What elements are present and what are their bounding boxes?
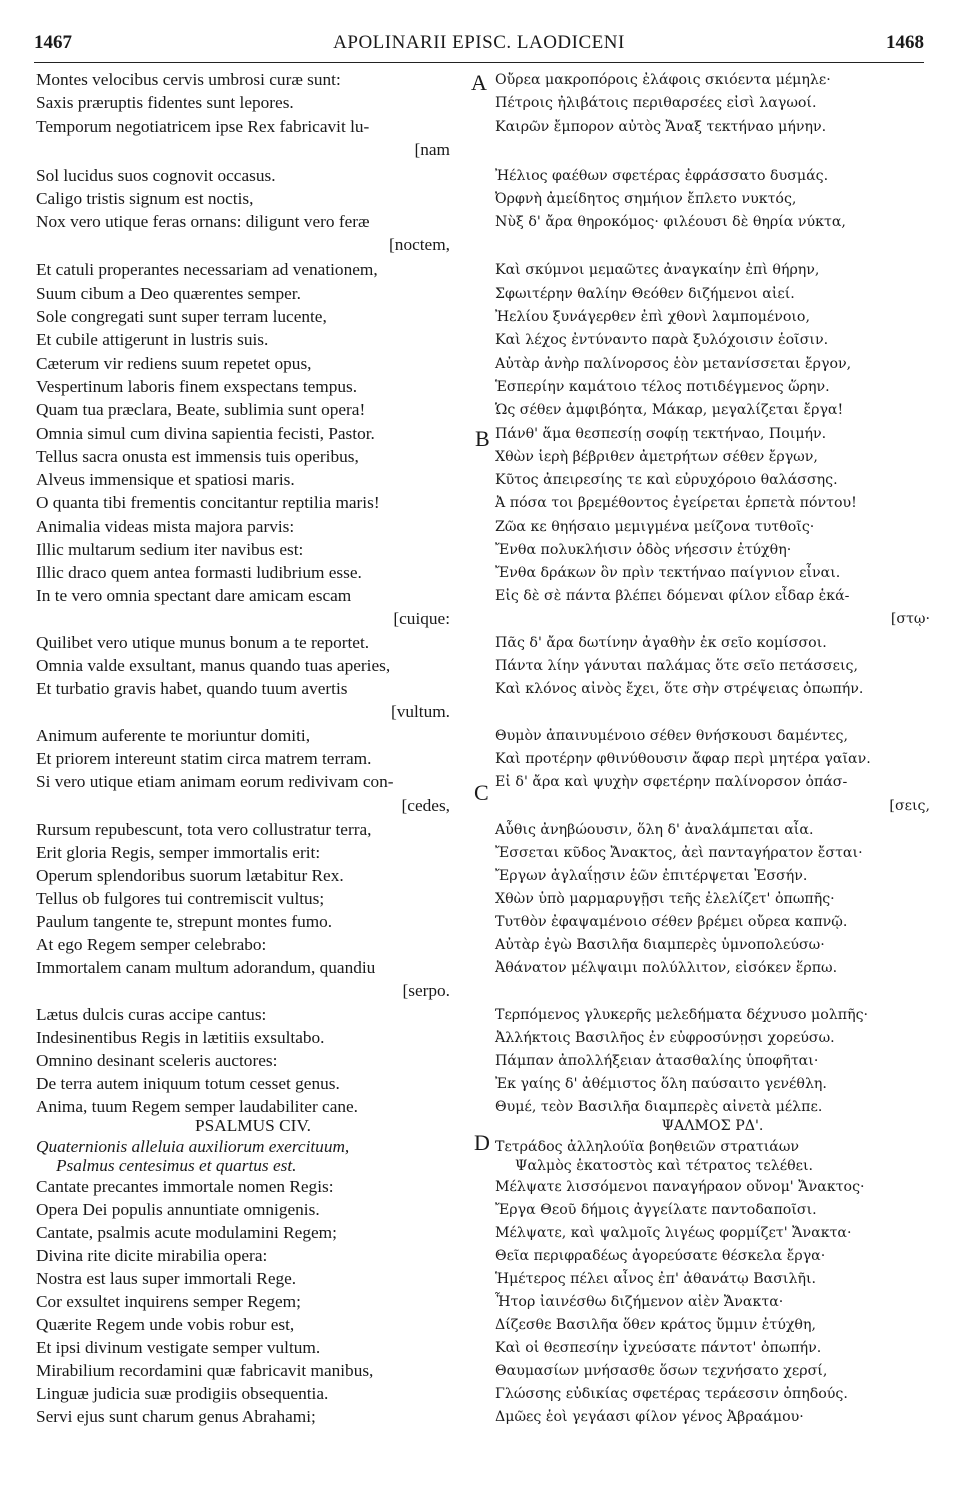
- greek-verse-line: Ὡς σέθεν ἀμφιβόητα, Μάκαρ, μεγαλίζεται ἔργα!: [495, 402, 844, 418]
- section-marker-b: B: [475, 426, 490, 451]
- latin-verse-line: Linguæ judicia suæ prodigiis obsequentia.: [36, 1384, 329, 1403]
- latin-verse-line: Nox vero utique feras ornans: diligunt vero feræ: [36, 212, 370, 231]
- greek-verse-line: Ζῶα κε θηήσαιο μεμιγμένα μείζονα τυτθοῖς·: [495, 519, 815, 535]
- greek-verse-line: Ὀρφνὴ ἀμείδητος σημήιον ἔπλετο νυκτός,: [495, 191, 797, 207]
- latin-verse-line: Paulum tangente te, strepunt montes fumo.: [36, 912, 333, 931]
- greek-verse-line: Δμῶες ἑοὶ γεγάασι φίλον γένος Ἀβραάμου·: [495, 1409, 804, 1425]
- greek-verse-line: Πάμπαν ἀπολλήξειαν ἀτασθαλίης ὑποφῆται·: [495, 1053, 819, 1069]
- latin-line-continuation: [cuique:: [393, 609, 450, 628]
- section-marker-a: A: [471, 70, 487, 95]
- latin-verse-line: Divina rite dicite mirabilia opera:: [36, 1246, 268, 1265]
- latin-verse-line: Caligo tristis signum est noctis,: [36, 189, 254, 208]
- latin-verse-line: O quanta tibi frementis concitantur reptilia maris!: [36, 493, 380, 512]
- latin-verse-line: At ego Regem semper celebrabo:: [36, 935, 267, 954]
- greek-line-continuation: [σεις,: [889, 798, 930, 814]
- greek-verse-line: Πᾶς δ' ἄρα δωτίνην ἀγαθὴν ἐκ σεῖο κομίσσοι.: [495, 635, 827, 651]
- greek-verse-line: Νὺξ δ' ἄρα θηροκόμος· φιλέουσι δὲ θηρία νύκτα,: [495, 214, 846, 230]
- latin-verse-line: Et cubile attigerunt in lustris suis.: [36, 330, 269, 349]
- latin-verse-line: Et priorem intereunt statim circa matrem terram.: [36, 749, 372, 768]
- greek-verse-line: Ἔνθα δράκων ὃν πρὶν τεκτήναο παίγνιον εἶναι.: [495, 565, 841, 581]
- greek-verse-line: Εἰς δὲ σὲ πάντα βλέπει δόμεναι φίλον εἶδαρ ἑκά-: [495, 588, 850, 604]
- greek-verse-line: Σφωιτέρην θαλίην Θεόθεν διζήμενοι αἰεί.: [495, 286, 795, 302]
- latin-verse-line: Immortalem canam multum adorandum, quandiu: [36, 958, 376, 977]
- greek-verse-line: Καιρῶν ἔμπορον αὐτὸς Ἄναξ τεκτήναο μήνην.: [495, 119, 827, 135]
- latin-verse-line: Quaternionis alleluia auxiliorum exercituum,: [36, 1137, 350, 1156]
- latin-verse-line: Montes velocibus cervis umbrosi curæ sunt:: [36, 70, 341, 89]
- greek-verse-line: Τυτθὸν ἐφαψαμένοιο σέθεν βρέμει οὔρεα καπνῷ.: [495, 914, 848, 930]
- greek-verse-line: Καὶ προτέρην φθινύθουσιν ἄφαρ περὶ μητέρα γαῖαν.: [495, 751, 871, 767]
- greek-verse-line: Αὐτὰρ ἀνὴρ παλίνορσος ἑὸν μετανίσσεται ἔργον,: [495, 356, 852, 372]
- latin-verse-line: Sol lucidus suos cognovit occasus.: [36, 166, 276, 185]
- greek-verse-line: Καὶ σκύμνοι μεμαῶτες ἀναγκαίην ἐπὶ θήρην,: [495, 262, 820, 278]
- page-number-right: 1468: [886, 32, 924, 53]
- greek-verse-line: Ψαλμὸς ἑκατοστὸς καὶ τέτρατος τελέθει.: [515, 1158, 814, 1174]
- greek-verse-line: Καὶ κλόνος αἰνὸς ἔχει, ὅτε σὴν στρέψειας ὀπωπήν.: [495, 681, 864, 697]
- greek-verse-line: Τετράδος ἀλληλούϊα βοηθειῶν στρατιάων: [495, 1139, 800, 1155]
- latin-verse-line: Omnia simul cum divina sapientia fecisti, Pastor.: [36, 424, 375, 443]
- greek-verse-line: Θυμὸν ἀπαινυμένοιο σέθεν θνήσκουσι δαμέντες,: [495, 728, 848, 744]
- latin-verse-line: Omnino desinant sceleris auctores:: [36, 1051, 278, 1070]
- greek-verse-line: Πέτροις ἠλιβάτοις περιθαρσέες εἰσὶ λαγωοί.: [495, 95, 817, 111]
- greek-verse-line: Κῦτος ἀπειρεσίης τε καὶ εὐρυχόροιο θαλάσσης.: [495, 472, 838, 488]
- greek-verse-line: Ἀθάνατον μέλψαιμι πολύλλιτον, εἰσόκεν ἕρπω.: [495, 960, 838, 976]
- page-header: [34, 26, 924, 63]
- greek-verse-line: Ἀ πόσα τοι βρεμέθοντος ἐγείρεται ἑρπετὰ πόντου!: [495, 495, 857, 511]
- greek-verse-line: Μέλψατε, καὶ ψαλμοῖς λιγέως φορμίζετ' Ἄνακτα·: [495, 1225, 852, 1241]
- greek-verse-line: Ἔσσεται κῦδος Ἄνακτος, ἀεὶ πανταγήρατον ἔσται·: [495, 845, 863, 861]
- greek-verse-line: Αὖθις ἀνηβώουσιν, ὅλη δ' ἀναλάμπεται αἶα.: [495, 822, 814, 838]
- greek-verse-line: Ἠέλιος φαέθων σφετέρας ἐφράσσατο δυσμάς.: [495, 168, 829, 184]
- greek-verse-line: Ἑσπερίην καμάτοιο τέλος ποτιδέγμενος ὥρην.: [495, 379, 830, 395]
- greek-verse-line: Καὶ οἱ θεσπεσίην ἰχνεύσατε πάντοτ' ὀπωπήν.: [495, 1340, 822, 1356]
- greek-verse-line: Τερπόμενος γλυκερῆς μελεδήματα δέχνυσο μολπῆς·: [495, 1007, 869, 1023]
- latin-verse-line: Rursum repubescunt, tota vero collustratur terra,: [36, 820, 372, 839]
- latin-line-continuation: [nam: [414, 140, 450, 159]
- latin-line-continuation: [serpo.: [402, 981, 450, 1000]
- section-marker-d: D: [474, 1130, 490, 1155]
- latin-verse-line: Animum auferente te moriuntur domiti,: [36, 726, 311, 745]
- latin-verse-line: De terra autem iniquum totum cesset genus.: [36, 1074, 340, 1093]
- greek-verse-line: Δίζεσθε Βασιλῆα ὅθεν κράτος ὔμμιν ἐτύχθη,: [495, 1317, 816, 1333]
- greek-verse-line: Θεῖα περιφραδέως ἀγορεύσατε θέσκελα ἔργα·: [495, 1248, 826, 1264]
- latin-line-continuation: [vultum.: [390, 702, 450, 721]
- greek-verse-line: Οὔρεα μακροπόροις ἐλάφοις σκιόεντα μέμηλε·: [495, 72, 831, 88]
- latin-verse-line: Et turbatio gravis habet, quando tuum avertis: [36, 679, 348, 698]
- latin-verse-line: Servi ejus sunt charum genus Abrahami;: [36, 1407, 316, 1426]
- latin-verse-line: Alveus immensique et spatiosi maris.: [36, 470, 295, 489]
- latin-verse-line: Illic draco quem antea formasti ludibrium esse.: [36, 563, 362, 582]
- greek-verse-line: Μέλψατε λισσόμενοι παναγήραον οὔνομ' Ἄνακτος·: [495, 1179, 865, 1195]
- section-marker-c: C: [474, 780, 489, 805]
- latin-verse-line: Si vero utique etiam animam eorum redivivam con-: [36, 772, 394, 791]
- greek-verse-line: Πάντα λίην γάνυται παλάμας ὅτε σεῖο πετάσσεις,: [495, 658, 858, 674]
- latin-verse-line: Cantate, psalmis acute modulamini Regem;: [36, 1223, 337, 1242]
- latin-verse-line: Et ipsi divinum vestigate semper vultum.: [36, 1338, 321, 1357]
- latin-verse-line: Indesinentibus Regis in lætitiis exsultabo.: [36, 1028, 325, 1047]
- greek-line-continuation: [στῳ·: [890, 611, 930, 627]
- greek-verse-line: Εἰ δ' ἄρα καὶ ψυχὴν σφετέρην παλίνορσον ὀπάσ-: [495, 774, 848, 790]
- latin-verse-line: Animalia videas mista majora parvis:: [36, 517, 295, 536]
- latin-verse-line: Erit gloria Regis, semper immortalis erit:: [36, 843, 321, 862]
- latin-verse-line: Lætus dulcis curas accipe cantus:: [36, 1005, 267, 1024]
- greek-verse-line: Γλώσσης εὐδικίας σφετέρας τεράεσσιν ὀπηδούς.: [495, 1386, 848, 1402]
- latin-verse-line: Cæterum vir rediens suum repetet opus,: [36, 354, 312, 373]
- latin-verse-line: Omnia valde exsultant, manus quando tuas aperies,: [36, 656, 391, 675]
- latin-verse-line: Tellus sacra onusta est immensis tuis operibus,: [36, 447, 359, 466]
- greek-verse-line: Ἦτορ ἰαινέσθω διζήμενον αἰὲν Ἄνακτα·: [495, 1294, 784, 1310]
- latin-verse-line: Anima, tuum Regem semper laudabiliter cane.: [36, 1097, 358, 1116]
- latin-verse-line: Et catuli properantes necessariam ad venationem,: [36, 260, 378, 279]
- latin-verse-line: Opera Dei populis annuntiate omnigenis.: [36, 1200, 320, 1219]
- latin-verse-line: Psalmus centesimus et quartus est.: [56, 1156, 297, 1175]
- greek-verse-line: Ἔργων ἀγλαΐῃσιν ἑῶν ἐπιτέρψεται Ἐσσήν.: [495, 868, 808, 884]
- latin-verse-line: Vespertinum laboris finem exspectans tempus.: [36, 377, 358, 396]
- latin-verse-line: Cantate precantes immortale nomen Regis:: [36, 1177, 334, 1196]
- latin-line-continuation: [noctem,: [389, 235, 450, 254]
- greek-verse-line: Χθὼν ἱερὴ βέβριθεν ἀμετρήτων σέθεν ἔργων,: [495, 449, 818, 465]
- greek-verse-line: Ἡμέτερος πέλει αἶνος ἐπ' ἀθανάτῳ Βασιλῆι.: [495, 1271, 817, 1287]
- latin-verse-line: Tellus ob fulgores tui contremiscit vultus;: [36, 889, 325, 908]
- greek-verse-line: Ἠελίου ξυνάγερθεν ἐπὶ χθονὶ λαμπομένοιο,: [495, 309, 810, 325]
- latin-psalm-heading: PSALMUS CIV.: [195, 1116, 311, 1135]
- greek-verse-line: Ἀλλήκτοις Βασιλῆος ἐν εὐφροσύνῃσι χορεύσω.: [495, 1030, 835, 1046]
- latin-verse-line: Quam tua præclara, Beate, sublimia sunt opera!: [36, 400, 366, 419]
- greek-verse-line: Χθὼν ὑπὸ μαρμαρυγῇσι τεῆς ἐλελίζετ' ὀπωπῆς·: [495, 891, 835, 907]
- latin-verse-line: Quilibet vero utique munus bonum a te reportet.: [36, 633, 370, 652]
- latin-verse-line: Saxis præruptis fidentes sunt lepores.: [36, 93, 294, 112]
- greek-verse-line: Ἔνθα πολυκλήισιν ὁδὸς νήεσσιν ἐτύχθη·: [495, 542, 792, 558]
- latin-verse-line: Temporum negotiatricem ipse Rex fabricavit lu-: [36, 117, 370, 136]
- latin-verse-line: Suum cibum a Deo quærentes semper.: [36, 284, 301, 303]
- latin-verse-line: Quærite Regem unde vobis robur est,: [36, 1315, 295, 1334]
- latin-line-continuation: [cedes,: [401, 796, 450, 815]
- greek-verse-line: Αὐτὰρ ἐγὼ Βασιλῆα διαμπερὲς ὑμνοπολεύσω·: [495, 937, 825, 953]
- latin-verse-line: In te vero omnia spectant dare amicam escam: [36, 586, 352, 605]
- latin-verse-line: Illic multarum sedium iter navibus est:: [36, 540, 304, 559]
- greek-verse-line: Πάνθ' ἅμα θεσπεσίῃ σοφίῃ τεκτήναο, Ποιμήν.: [495, 426, 827, 442]
- page-number-left: 1467: [34, 32, 72, 53]
- latin-verse-line: Cor exsultet inquirens semper Regem;: [36, 1292, 301, 1311]
- latin-verse-line: Operum splendoribus suorum lætabitur Rex.: [36, 866, 344, 885]
- latin-verse-line: Nostra est laus super immortali Rege.: [36, 1269, 297, 1288]
- latin-verse-line: Sole congregati sunt super terram lucente,: [36, 307, 327, 326]
- greek-verse-line: Θαυμασίων μνήσασθε ὅσων τεχνήσατο χερσί,: [495, 1363, 828, 1379]
- greek-verse-line: Θυμέ, τεὸν Βασιλῆα διαμπερὲς αἰνετὰ μέλπε.: [495, 1099, 823, 1115]
- running-title: APOLINARII EPISC. LAODICENI: [333, 32, 625, 53]
- greek-psalm-heading: ΨΑΛΜΟΣ ΡΔ'.: [661, 1118, 764, 1134]
- greek-verse-line: Καὶ λέχος ἐντύναντο παρὰ ξυλόχοισιν ἑοῖσιν.: [495, 332, 829, 348]
- latin-verse-line: Mirabilium recordamini quæ fabricavit manibus,: [36, 1361, 374, 1380]
- greek-verse-line: Ἐκ γαίης δ' ἀθέμιστος ὅλη παύσαιτο γενέθλη.: [495, 1076, 827, 1092]
- greek-verse-line: Ἔργα Θεοῦ δήμοις ἀγγείλατε παντοδαποῖσι.: [495, 1202, 817, 1218]
